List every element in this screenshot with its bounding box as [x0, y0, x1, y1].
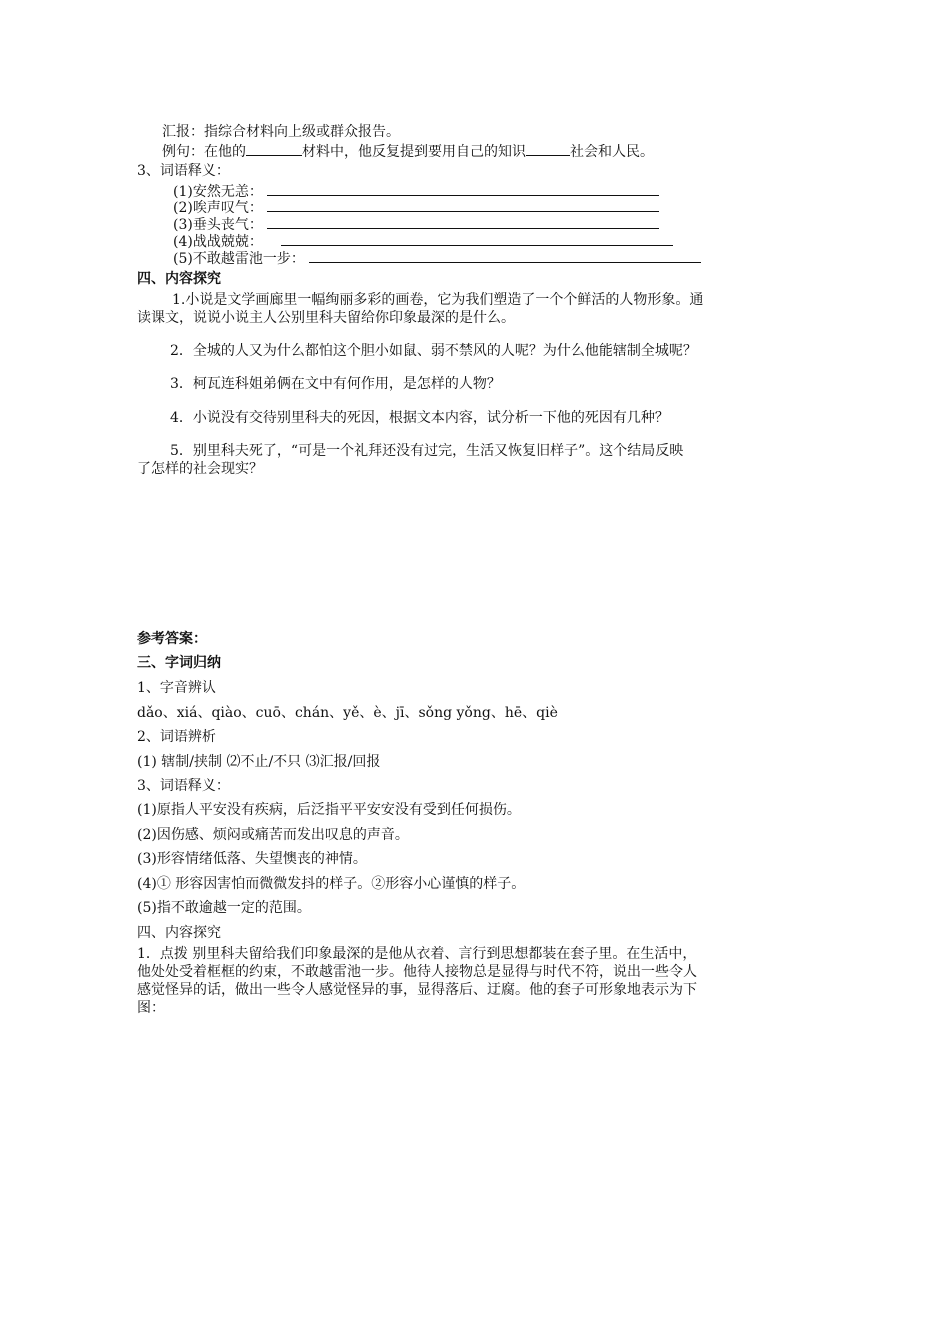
answer-1-line-2: 他处处受着框框的约束，不敢越雷池一步。他待人接物总是显得与时代不符，说出一些令人 [137, 964, 697, 980]
term-5-answer-line[interactable] [309, 251, 701, 263]
definition-4: (4)① 形容因害怕而微微发抖的样子。②形容小心谨慎的样子。 [137, 876, 526, 892]
bianxi-answers: (1) 辖制/挟制 ⑵不止/不只 ⑶汇报/回报 [137, 754, 381, 770]
term-3 [173, 217, 659, 233]
question-5-line-1: 5．别里科夫死了，“可是一个礼拜还没有过完，生活又恢复旧样子”。这个结局反映 [170, 443, 684, 459]
term-2-label: (2)唉声叹气： [173, 200, 263, 216]
answers-section-4-heading: 四、内容探究 [137, 925, 221, 941]
definition-2: (2)因伤感、烦闷或痛苦而发出叹息的声音。 [137, 827, 409, 843]
question-5-line-2: 了怎样的社会现实？ [137, 461, 263, 477]
answers-section-3-heading: 三、字词归纳 [137, 655, 221, 671]
example-part-a: 例句：在他的 [162, 144, 246, 160]
question-2: 2．全城的人又为什么都怕这个胆小如鼠、弱不禁风的人呢？为什么他能辖制全城呢？ [170, 343, 697, 359]
huibao-definition: 汇报：指综合材料向上级或群众报告。 [162, 124, 400, 140]
pronunciation-title: 1、字音辨认 [137, 680, 216, 696]
bianxi-title: 2、词语辨析 [137, 729, 216, 745]
term-5 [173, 251, 701, 267]
question-1-line-2: 读课文，说说小说主人公别里科夫留给你印象最深的是什么。 [137, 310, 515, 326]
answer-1-line-1: 1．点拨 别里科夫留给我们印象最深的是他从衣着、言行到思想都装在套子里。在生活中， [137, 946, 697, 962]
term-3-label: (3)垂头丧气： [173, 217, 263, 233]
answer-1-line-3: 感觉怪异的话，做出一些令人感觉怪异的事，显得落后、迂腐。他的套子可形象地表示为下 [137, 982, 697, 998]
answer-1-line-4: 图： [137, 1000, 165, 1016]
definition-5: (5)指不敢逾越一定的范围。 [137, 900, 311, 916]
example-part-c: 社会和人民。 [570, 144, 654, 160]
question-1-line-1: 1.小说是文学画廊里一幅绚丽多彩的画卷，它为我们塑造了一个个鲜活的人物形象。通 [172, 292, 704, 308]
term-3-answer-line[interactable] [267, 217, 659, 229]
example-sentence [162, 143, 654, 160]
term-1-answer-line[interactable] [267, 184, 659, 196]
term-2 [173, 200, 659, 216]
definition-1: (1)原指人平安没有疾病，后泛指平平安安没有受到任何损伤。 [137, 802, 521, 818]
question-3: 3．柯瓦连科姐弟俩在文中有何作用，是怎样的人物？ [170, 376, 501, 392]
answers-heading: 参考答案： [137, 631, 207, 647]
section-four-heading: 四、内容探究 [137, 271, 221, 287]
ciyu-heading: 3、词语释义： [137, 163, 230, 179]
term-1-label: (1)安然无恙： [173, 184, 263, 200]
term-4-answer-line[interactable] [281, 234, 673, 246]
example-part-b: 材料中，他反复提到要用自己的知识 [302, 144, 526, 160]
definition-3: (3)形容情绪低落、失望懊丧的神情。 [137, 851, 367, 867]
term-5-label: (5)不敢越雷池一步： [173, 251, 305, 267]
question-4: 4．小说没有交待别里科夫的死因，根据文本内容，试分析一下他的死因有几种？ [170, 410, 669, 426]
shiyi-title: 3、词语释义： [137, 778, 230, 794]
term-4-label: (4)战战兢兢： [173, 234, 263, 250]
pronunciation-answers: dǎo、xiá、qiào、cuō、chán、yě、è、jī、sǒng yǒng、hē、qiè [137, 705, 558, 721]
term-4 [173, 234, 673, 250]
example-blank-2[interactable] [526, 143, 570, 156]
term-2-answer-line[interactable] [267, 200, 659, 212]
example-blank-1[interactable] [246, 143, 302, 156]
term-1 [173, 184, 659, 200]
